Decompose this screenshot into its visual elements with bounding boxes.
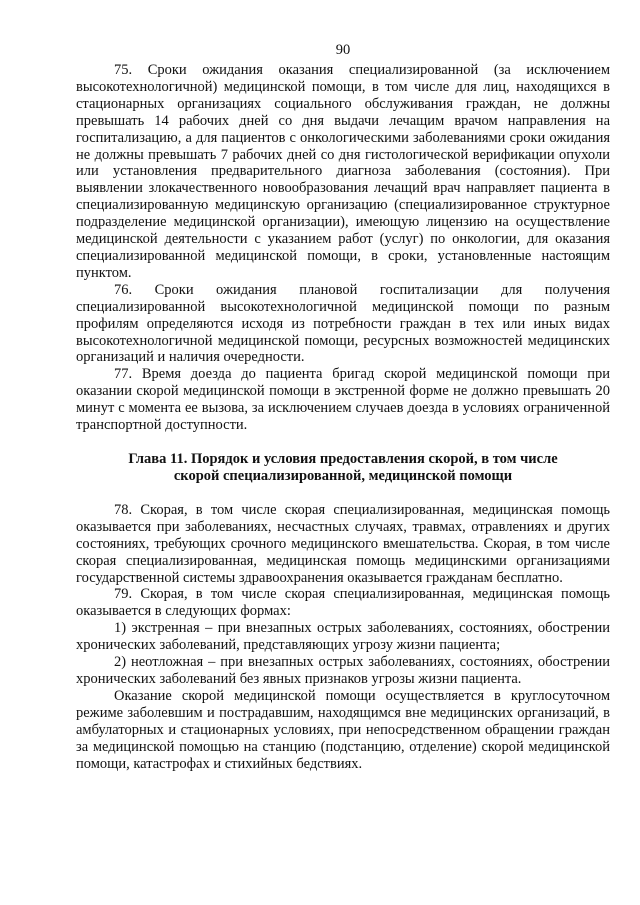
list-item-emergency: 1) экстренная – при внезапных острых заболеваниях, состояниях, обострении хронических заболеваний, представляющих угрозу жизни пациента; (76, 620, 610, 654)
chapter-heading-line-2: скорой специализированной, медицинской помощи (173, 467, 513, 484)
paragraph-75: 75. Сроки ожидания оказания специализированной (за исключением высокотехнологичной) медицинской помощи, в том числе для лиц, находящихся в стационарных организациях социального обслуживания граждан, не должны превышать 14 рабочих дней со дня выдачи лечащим врачом направления на госпитализацию, а для пациентов с онкологическими заболеваниями сроки ожидания не должны превышать 7 рабочих дней со дня гистологической верификации опухоли или установления предварительного диагноза заболевания (состояния). При выявлении злокачественного новообразования лечащий врач направляет пациента в специализированную медицинскую организацию (специализированное структурное подразделение медицинской организации), имеющую лицензию на осуществление медицинской деятельности с указанием работ (услуг) по онкологии, для оказания специализированной медицинской помощи, в сроки, установленные настоящим пунктом. (76, 62, 610, 281)
paragraph-ambulance-service: Оказание скорой медицинской помощи осуществляется в круглосуточном режиме заболевшим и пострадавшим, находящимся вне медицинских организаций, в амбулаторных и стационарных условиях, при непосредственном обращении граждан за медицинской помощью на станцию (подстанцию, отделение) скорой медицинской помощи, катастрофах и стихийных бедствиях. (76, 687, 610, 772)
paragraph-78: 78. Скорая, в том числе скорая специализированная, медицинская помощь оказывается при заболеваниях, несчастных случаях, травмах, отравлениях и других состояниях, требующих срочного медицинского вмешательства. Скорая, в том числе скорая специализированная, медицинская помощь медицинскими организациями государственной системы здравоохранения оказывается гражданам бесплатно. (76, 501, 610, 586)
paragraph-76: 76. Сроки ожидания плановой госпитализации для получения специализированной высокотехнологичной медицинской помощи по разным профилям определяются исходя из потребности граждан в тех или иных видах высокотехнологичной медицинской помощи, ресурсных возможностей медицинских организаций и наличия очередности. (76, 281, 610, 366)
paragraph-77: 77. Время доезда до пациента бригад скорой медицинской помощи при оказании скорой медицинской помощи в экстренной форме не должно превышать 20 минут с момента ее вызова, за исключением случаев доезда в условиях ограниченной транспортной доступности. (76, 366, 610, 434)
spacer (76, 485, 610, 502)
chapter-heading (76, 451, 610, 485)
spacer (76, 434, 610, 451)
page-number: 90 (335, 42, 351, 58)
document-page (76, 40, 610, 772)
chapter-heading-line-1: Глава 11. Порядок и условия предоставления скорой, в том числе (128, 450, 558, 467)
list-item-urgent: 2) неотложная – при внезапных острых заболеваниях, состояниях, обострении хронических заболеваний без явных признаков угрозы жизни пациента. (76, 654, 610, 687)
paragraph-79: 79. Скорая, в том числе скорая специализированная, медицинская помощь оказывается в следующих формах: (76, 586, 610, 620)
